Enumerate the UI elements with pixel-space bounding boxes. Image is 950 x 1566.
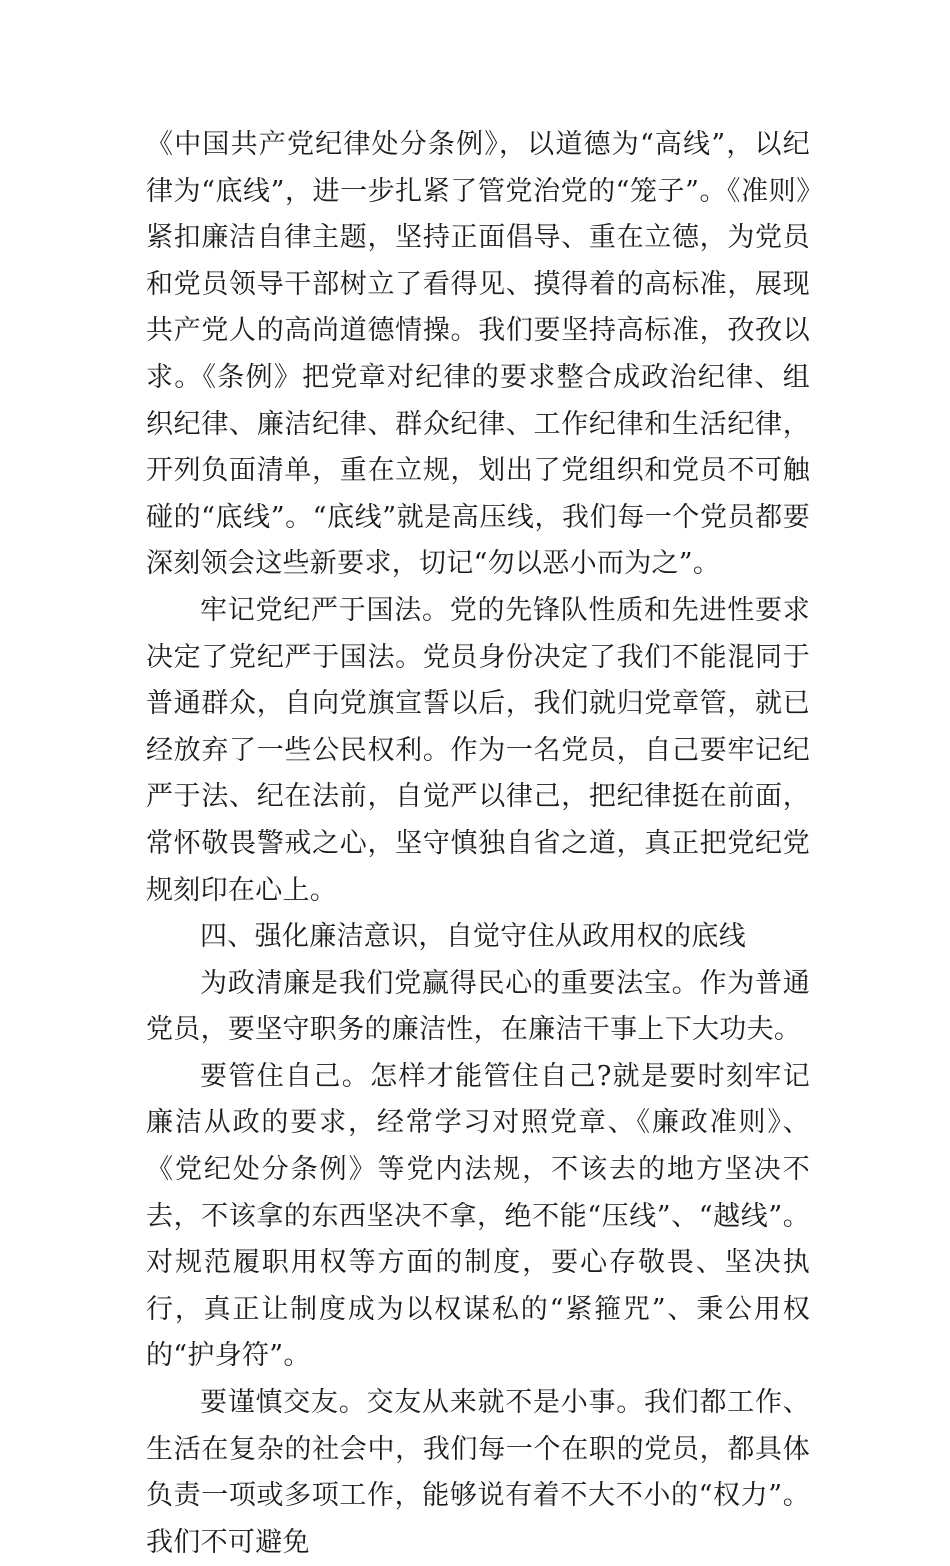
paragraph-3: 为政清廉是我们党赢得民心的重要法宝。作为普通党员，要坚守职务的廉洁性，在廉洁干事上下大功夫。 [146, 967, 810, 1046]
section-heading: 四、强化廉洁意识，自觉守住从政用权的底线 [200, 921, 746, 953]
paragraph-5: 要谨慎交友。交友从来就不是小事。我们都工作、生活在复杂的社会中，我们每一个在职的党员，都具体负责一项或多项工作，能够说有着不大不小的“权力”。我们不可避免 [146, 1387, 810, 1558]
paragraph-1: 《中国共产党纪律处分条例》，以道德为“高线”，以纪律为“底线”，进一步扎紧了管党治党的“笼子”。《准则》紧扣廉洁自律主题，坚持正面倡导、重在立德，为党员和党员领导干部树立了看得见、摸得着的高标准，展现共产党人的高尚道德情操。我们要坚持高标准，孜孜以求。《条例》把党章对纪律的要求整合成政治纪律、组织纪律、廉洁纪律、群众纪律、工作纪律和生活纪律，开列负面清单，重在立规，划出了党组织和党员不可触碰的“底线”。“底线”就是高压线，我们每一个党员都要深刻领会这些新要求，切记“勿以恶小而为之”。 [146, 129, 810, 580]
paragraph-4: 要管住自己。怎样才能管住自己?就是要时刻牢记廉洁从政的要求，经常学习对照党章、《廉政准则》、《党纪处分条例》等党内法规，不该去的地方坚决不去，不该拿的东西坚决不拿，绝不能“压线”、“越线”。对规范履职用权等方面的制度，要心存敬畏、坚决执行，真正让制度成为以权谋私的“紧箍咒”、秉公用权的“护身符”。 [146, 1060, 810, 1372]
paragraph-2: 牢记党纪严于国法。党的先锋队性质和先进性要求决定了党纪严于国法。党员身份决定了我们不能混同于普通群众，自向党旗宣誓以后，我们就归党章管，就已经放弃了一些公民权利。作为一名党员，自己要牢记纪严于法、纪在法前，自觉严以律己，把纪律挺在前面，常怀敬畏警戒之心，坚守慎独自省之道，真正把党纪党规刻印在心上。 [146, 594, 810, 906]
document-body [146, 122, 810, 1566]
